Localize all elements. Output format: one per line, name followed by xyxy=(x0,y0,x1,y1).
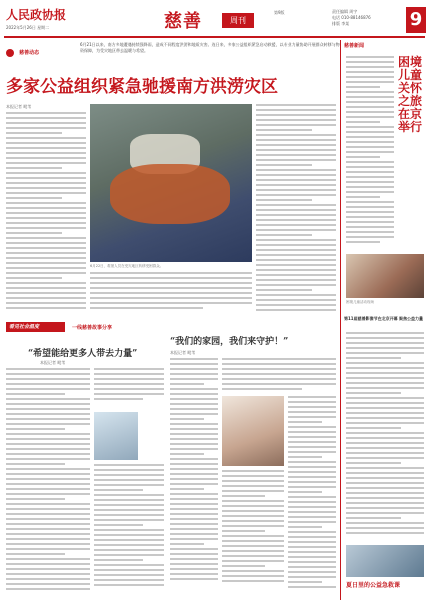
story2-title: “我们的家园，我们来守护！” xyxy=(170,337,289,347)
editors-box xyxy=(332,9,371,27)
story2-column-2-bottom xyxy=(222,470,284,596)
children-photo xyxy=(346,254,424,298)
logo-dot-icon xyxy=(6,49,14,57)
body-text xyxy=(222,470,284,582)
right-logo: 慈善新闻 xyxy=(344,43,365,49)
body-text xyxy=(94,368,164,400)
first-aid-title: 夏日里的公益急救课 xyxy=(346,582,401,589)
children-photo-caption: 困境儿童活动现场 xyxy=(346,300,374,304)
flood-rescue-photo xyxy=(90,104,252,262)
lead-headline: 多家公益组织紧急驰援南方洪涝灾区 xyxy=(6,77,278,97)
editor-line: 电话 010-88146876 xyxy=(332,15,371,20)
page-number: 9 xyxy=(406,7,426,33)
edition-label: 第9版 xyxy=(274,10,285,15)
editor-line: 责任编辑 周宇 xyxy=(332,9,358,14)
story1-photo xyxy=(94,412,138,460)
right-column-text xyxy=(346,56,394,252)
right-sub-text xyxy=(346,332,424,542)
photo-boat xyxy=(110,164,230,224)
lead-column-3 xyxy=(256,104,336,314)
section-title: 慈善 xyxy=(164,11,202,32)
body-text xyxy=(346,56,394,243)
story2-column-3 xyxy=(288,396,336,596)
weekly-tag: 周刊 xyxy=(222,13,254,28)
issue-date: 2022年5月26日 星期二 xyxy=(6,25,50,30)
story1-column-2-bottom xyxy=(94,464,164,596)
right-headline: 困境儿童关怀之旅在京举行 xyxy=(398,55,423,134)
section-bar-tag: 看见社会温度 xyxy=(6,322,65,332)
flood-photo-caption: 6月22日，救援人员在受灾地区转移受困群众。 xyxy=(90,264,164,268)
intro-logo-label: 慈善动态 xyxy=(19,50,40,56)
body-text xyxy=(90,272,252,309)
editor-line: 排版 李某 xyxy=(332,21,350,26)
story2-column-2-top xyxy=(222,358,336,392)
lead-column-1 xyxy=(6,112,86,312)
body-text xyxy=(94,464,164,586)
body-text xyxy=(346,332,424,534)
story1-column-1 xyxy=(6,368,90,596)
story1-byline: 本报记者 毗苇 xyxy=(40,360,66,365)
section-bar-text: 一线慈善故事分享 xyxy=(72,325,113,331)
lead-byline: 本报记者 毗苇 xyxy=(6,104,32,109)
masthead xyxy=(4,4,425,36)
story1-column-2-top xyxy=(94,368,164,408)
body-text xyxy=(6,368,90,590)
right-subheadline: 第11届慈善影像节在北京开幕 聚焦公益力量 xyxy=(344,316,423,321)
story2-byline: 本报记者 毗苇 xyxy=(170,350,196,355)
masthead-rule xyxy=(4,36,425,38)
newspaper-brand: 人民政协报 xyxy=(6,8,67,22)
first-aid-photo xyxy=(346,545,424,577)
story2-column-1 xyxy=(170,358,218,596)
story1-title: “希望能给更多人带去力量” xyxy=(28,349,138,359)
intro-text: 6月21日以来，南方多地遭遇持续强降雨，造成不同程度洪涝和地质灾害。连日来，多家公益组织紧急启动救援，以专业力量协助开展群众转移与物资保障，为受灾地区带去温暖与希望。 xyxy=(80,42,340,53)
body-text xyxy=(288,396,336,588)
body-text xyxy=(170,358,218,580)
column-divider xyxy=(340,40,341,600)
intro-logo xyxy=(6,42,62,58)
body-text xyxy=(222,358,336,390)
lead-column-2-bottom xyxy=(90,272,252,312)
body-text xyxy=(256,104,336,311)
body-text xyxy=(6,112,86,309)
story2-photo xyxy=(222,396,284,466)
